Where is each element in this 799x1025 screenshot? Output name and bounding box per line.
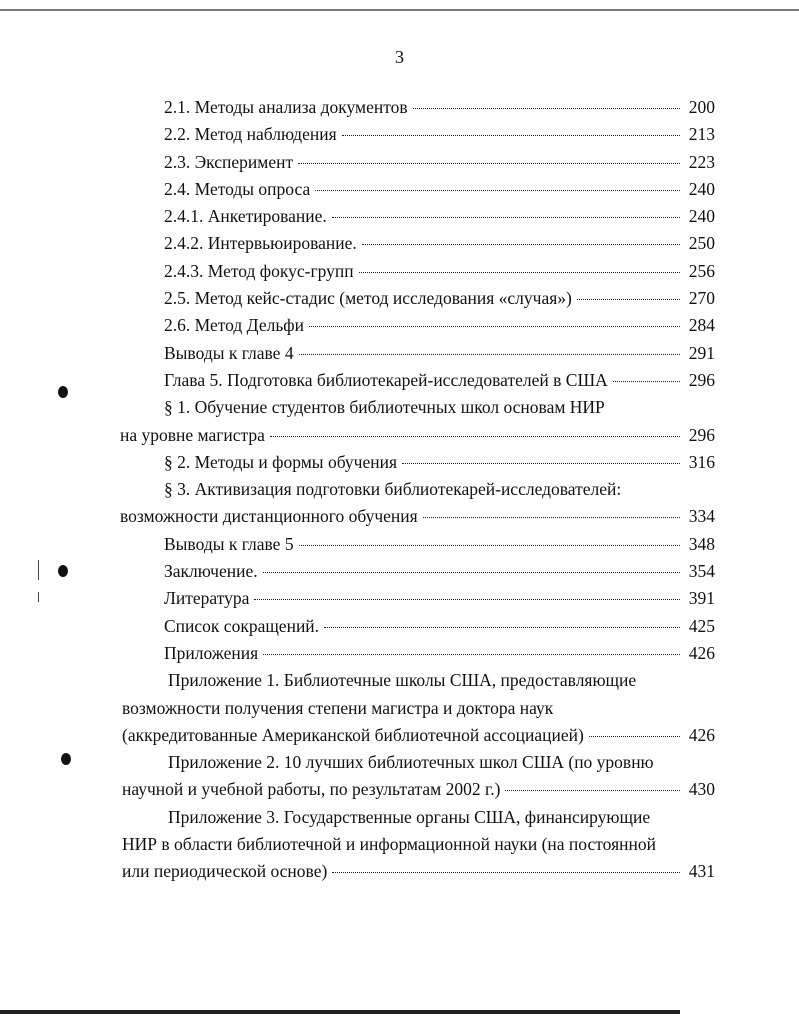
toc-entry-page: 431 (688, 861, 715, 882)
dot-leader (324, 627, 680, 628)
toc-entry-title: Глава 5. Подготовка библиотекарей-исследователей в США (164, 369, 608, 390)
toc-entry (0, 585, 799, 612)
toc-entry (0, 449, 799, 476)
toc-entry-page: 240 (688, 206, 715, 227)
toc-entry-title: научной и учебной работы, по результатам 2002 г.) (122, 779, 501, 800)
punch-hole-mark (61, 753, 71, 765)
toc-entry-page: 296 (688, 369, 715, 390)
toc-entry-page: 425 (688, 615, 715, 636)
dot-leader (359, 272, 680, 273)
toc-entry-title: 2.4.1. Анкетирование. (164, 206, 327, 227)
toc-entry-page: 284 (688, 315, 715, 336)
toc-entry-page: 426 (688, 642, 715, 663)
dot-leader (309, 326, 680, 327)
dot-leader (362, 244, 680, 245)
toc-entry (0, 312, 799, 339)
margin-tick (38, 560, 39, 580)
dot-leader (505, 790, 680, 791)
toc-entry (0, 203, 799, 230)
toc-entry (0, 121, 799, 148)
dot-leader (299, 545, 680, 546)
toc-entry-page: 250 (688, 233, 715, 254)
toc-entry (0, 285, 799, 312)
toc-entry-title: Список сокращений. (164, 615, 320, 636)
toc-entry-title: 2.5. Метод кейс-стадис (метод исследования «случая») (164, 288, 572, 309)
toc-entry-text-line: НИР в области библиотечной и информационной науки (на постоянной (122, 834, 656, 855)
toc-entry-page: 296 (688, 424, 715, 445)
dot-leader (299, 354, 680, 355)
toc-entry-page: 240 (688, 178, 715, 199)
toc-entry (0, 367, 799, 394)
toc-entry-text-line: § 1. Обучение студентов библиотечных школ основам НИР (164, 397, 605, 418)
dot-leader (263, 654, 680, 655)
toc-entry-page: 291 (688, 342, 715, 363)
toc-entry-title: или периодической основе) (122, 861, 328, 882)
toc-entry (0, 667, 799, 749)
dot-leader (613, 381, 680, 382)
dot-leader (589, 736, 680, 737)
toc-entry-title: Литература (164, 588, 250, 609)
toc-entry-page: 334 (688, 506, 715, 527)
toc-entry-title: § 2. Методы и формы обучения (164, 451, 398, 472)
toc-entry-title: Заключение. (164, 561, 258, 582)
toc-entry-title: на уровне магистра (120, 424, 265, 445)
toc-entry-page: 426 (688, 724, 715, 745)
top-scan-rule (0, 9, 799, 11)
toc-entry (0, 394, 799, 449)
margin-tick (38, 592, 39, 602)
toc-entry (0, 149, 799, 176)
toc-entry-text-line: Приложение 2. 10 лучших библиотечных школ США (по уровню (168, 752, 654, 773)
toc-entry-title: Приложения (164, 642, 259, 663)
toc-entry-page: 354 (688, 561, 715, 582)
toc-entry (0, 640, 799, 667)
toc-entry-page: 430 (688, 779, 715, 800)
toc-entry-text-line: Приложение 3. Государственные органы США, финансирующие (168, 806, 651, 827)
toc-entry-page: 270 (688, 288, 715, 309)
table-of-contents (0, 94, 799, 886)
dot-leader (342, 135, 680, 136)
toc-entry-page: 391 (688, 588, 715, 609)
toc-entry-title: 2.4.3. Метод фокус-групп (164, 260, 354, 281)
toc-entry (0, 804, 799, 886)
toc-entry-title: Выводы к главе 4 (164, 342, 294, 363)
bottom-scan-rule (0, 1010, 680, 1014)
punch-hole-mark (58, 386, 68, 398)
toc-entry-page: 223 (688, 151, 715, 172)
dot-leader (413, 108, 680, 109)
toc-entry-page: 213 (688, 124, 715, 145)
toc-entry-page: 256 (688, 260, 715, 281)
toc-entry (0, 558, 799, 585)
toc-entry-title: 2.6. Метод Дельфи (164, 315, 304, 336)
toc-entry (0, 258, 799, 285)
toc-entry-text-line: возможности получения степени магистра и доктора наук (122, 697, 554, 718)
toc-entry-page: 348 (688, 533, 715, 554)
toc-entry (0, 531, 799, 558)
toc-entry-title: 2.1. Методы анализа документов (164, 97, 408, 117)
punch-hole-mark (58, 565, 68, 577)
toc-entry (0, 230, 799, 257)
toc-entry-text-line: Приложение 1. Библиотечные школы США, предоставляющие (168, 670, 637, 691)
toc-entry-title: 2.4.2. Интервьюирование. (164, 233, 357, 254)
toc-entry (0, 94, 799, 121)
dot-leader (315, 190, 680, 191)
toc-entry-title: возможности дистанционного обучения (120, 506, 418, 527)
dot-leader (423, 517, 680, 518)
dot-leader (577, 299, 680, 300)
dot-leader (402, 463, 680, 464)
dot-leader (332, 217, 680, 218)
toc-entry-title: (аккредитованные Американской библиотечной ассоциацией) (122, 724, 584, 745)
toc-entry (0, 340, 799, 367)
toc-entry (0, 613, 799, 640)
toc-entry-page: 316 (688, 451, 715, 472)
toc-entry-title: Выводы к главе 5 (164, 533, 294, 554)
dot-leader (298, 163, 680, 164)
toc-entry-title: 2.4. Методы опроса (164, 178, 311, 199)
dot-leader (270, 436, 680, 437)
dot-leader (332, 872, 680, 873)
toc-entry-text-line: § 3. Активизация подготовки библиотекарей-исследователей: (164, 479, 622, 500)
dot-leader (254, 599, 680, 600)
toc-entry (0, 749, 799, 804)
dot-leader (263, 572, 680, 573)
toc-entry-title: 2.2. Метод наблюдения (164, 124, 337, 145)
toc-entry-page: 200 (688, 97, 715, 117)
toc-entry (0, 176, 799, 203)
toc-entry-title: 2.3. Эксперимент (164, 151, 294, 172)
page-number: 3 (395, 47, 404, 67)
toc-entry (0, 476, 799, 531)
